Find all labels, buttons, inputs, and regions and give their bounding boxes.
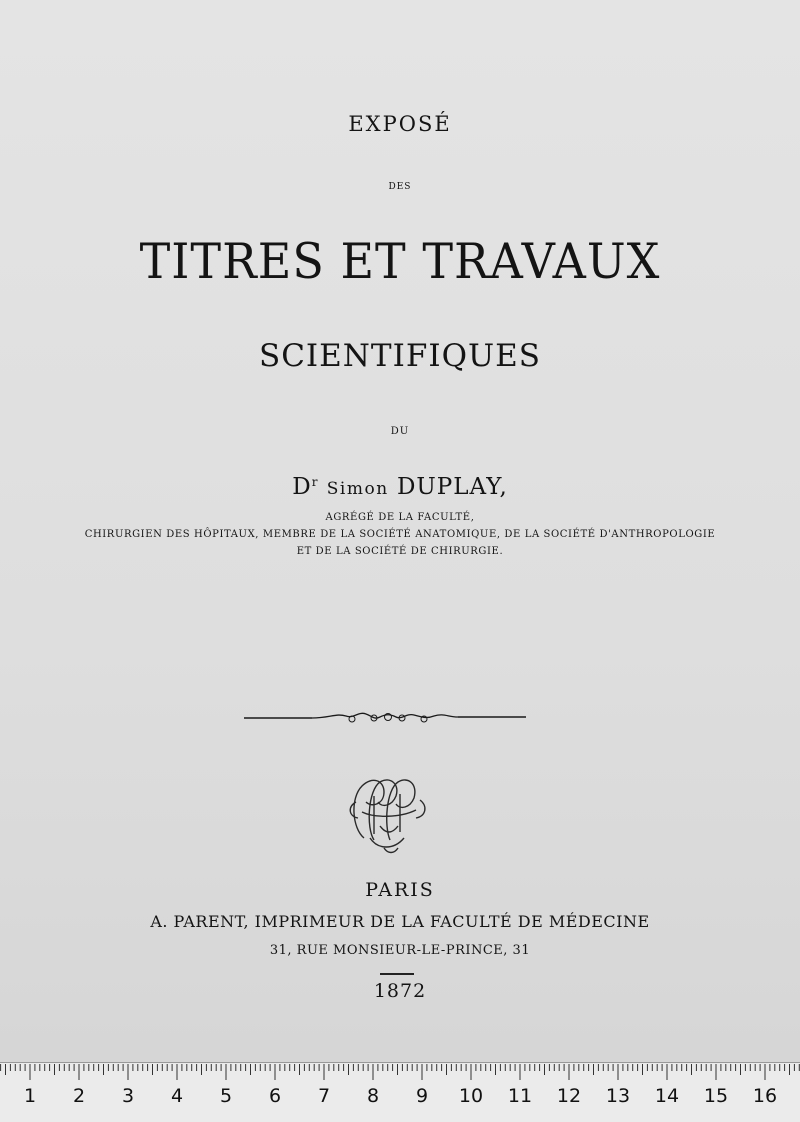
ruler-label: 15 <box>703 1085 729 1107</box>
ruler-label: 6 <box>268 1085 282 1107</box>
author-qualifications <box>0 509 800 560</box>
ruler-label: 9 <box>415 1085 429 1107</box>
author-first-name: Simon <box>326 479 389 499</box>
ruler-label: 13 <box>605 1085 631 1107</box>
expose-heading: EXPOSÉ <box>348 112 452 136</box>
ruler-label: 1 <box>23 1085 37 1107</box>
author-last-name: DUPLAY, <box>396 474 508 500</box>
author-prefix-sup: r <box>311 475 319 489</box>
ruler-label: 4 <box>170 1085 184 1107</box>
imprint-city: PARIS <box>365 879 435 901</box>
des-connector: DES <box>388 182 412 192</box>
qualification-line: ET DE LA SOCIÉTÉ DE CHIRURGIE. <box>296 546 504 557</box>
author-name <box>0 474 800 500</box>
ruler-label: 14 <box>654 1085 680 1107</box>
du-connector: DU <box>390 426 410 437</box>
year-rule <box>380 973 414 975</box>
main-title: TITRES ET TRAVAUX <box>139 232 661 290</box>
ruler-ticks <box>0 1063 800 1122</box>
ruler-label: 8 <box>366 1085 380 1107</box>
ruler-label: 7 <box>317 1085 331 1107</box>
qualification-line: AGRÉGÉ DE LA FACULTÉ, <box>325 512 475 523</box>
imprint-printer: A. PARENT, IMPRIMEUR DE LA FACULTÉ DE MÉDECINE <box>150 912 650 931</box>
author-prefix: D <box>292 474 312 500</box>
ruler-label: 3 <box>121 1085 135 1107</box>
ruler-label: 16 <box>752 1085 778 1107</box>
ruler-label: 12 <box>556 1085 582 1107</box>
imprint-year: 1872 <box>373 980 427 1002</box>
qualification-line: CHIRURGIEN DES HÔPITAUX, MEMBRE DE LA SOCIÉTÉ ANATOMIQUE, DE LA SOCIÉTÉ D'ANTHROPOLOGIE <box>84 529 716 540</box>
ruler-label: 10 <box>458 1085 484 1107</box>
ornamental-divider <box>240 705 530 729</box>
subtitle: SCIENTIFIQUES <box>258 338 542 374</box>
ruler-label: 11 <box>507 1085 533 1107</box>
printer-monogram <box>344 768 430 856</box>
ruler-label: 5 <box>219 1085 233 1107</box>
measuring-ruler <box>0 1062 800 1122</box>
imprint-address: 31, RUE MONSIEUR-LE-PRINCE, 31 <box>269 943 531 958</box>
ruler-label: 2 <box>72 1085 86 1107</box>
